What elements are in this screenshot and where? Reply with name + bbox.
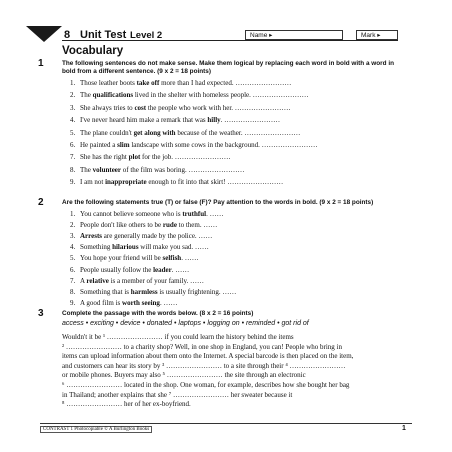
passage-line: ² …………………… to a charity shop? Well, in one shop in England, you can! People who bring in [62, 342, 343, 351]
item-n: 6. [70, 265, 76, 274]
item-post: to them. …… [176, 221, 218, 230]
passage-line: ⁸ …………………… her of her ex-boyfriend. [62, 400, 191, 409]
item-post: of the film was boring. …………………… [121, 165, 245, 174]
item-bold: worth seeing [122, 298, 160, 307]
item-pre: I am not [80, 178, 106, 187]
item-bold: get along with [133, 128, 176, 137]
item-pre: You cannot believe someone who is [80, 210, 183, 218]
exercise-item [70, 243, 400, 252]
exercise-item [70, 116, 400, 125]
item-post: will make you sad. …… [138, 243, 209, 252]
exercise-item [70, 91, 400, 100]
item-bold: truthful [182, 210, 207, 218]
item-pre: You hope your friend will be [80, 254, 163, 263]
passage-line: in Thailand; another explains that she ⁷ …………………… her sweater because it [62, 390, 293, 399]
item-bold: qualifications [92, 91, 134, 100]
item-bold: Arrests [80, 232, 103, 241]
item-n: 8. [70, 287, 76, 296]
passage-line: and customers can hear its story by ³ …………………… to a site through their ⁴ …………………… [62, 361, 346, 370]
item-n: 7. [70, 153, 76, 162]
item-pre: People usually follow the [80, 265, 154, 274]
exercise-item [70, 288, 400, 297]
item-n: 1. [70, 79, 76, 87]
item-n: 6. [70, 141, 76, 149]
exercise-item [70, 166, 400, 175]
footer-rule [40, 423, 412, 424]
item-pre: People don't like others to be [80, 221, 163, 230]
item-bold: hilarious [112, 243, 139, 252]
item-post: landscape with some cows in the background. …………………… [129, 141, 318, 149]
passage-line: ⁶ …………………… located in the shop. One woman, for example, describes how she bought her bag [62, 381, 350, 389]
exercise-item [70, 178, 400, 187]
exercise-item [70, 254, 400, 263]
exercise-item [70, 266, 400, 275]
item-post: for the job. …………………… [140, 153, 231, 162]
item-bold: take off [136, 79, 160, 87]
item-pre: Something that is [80, 287, 131, 296]
page-number: 1 [402, 425, 406, 432]
unit-title: Unit Test [80, 29, 127, 41]
item-bold: hilly [207, 116, 221, 125]
exercise-item [70, 104, 400, 113]
item-bold: rude [162, 221, 177, 230]
item-post: lived in the shelter with homeless people. …………………… [133, 91, 309, 100]
item-post: is usually frightening. …… [157, 287, 237, 296]
item-n: 5. [70, 254, 76, 263]
item-n: 2. [70, 221, 76, 230]
item-pre: A [80, 276, 87, 285]
item-post: . …… [206, 210, 224, 218]
passage-line: items can upload information about them onto the Internet. A special barcode is then placed on the item, [62, 352, 354, 361]
exercise-item [70, 141, 400, 150]
item-bold: selfish [162, 254, 182, 263]
name-field[interactable]: Name ▸ [245, 30, 343, 40]
item-pre: He painted a [80, 141, 118, 149]
item-pre: Those leather boots [80, 79, 137, 87]
exercise-3-instruction: Complete the passage with the words below. (8 x 2 = 16 points) [62, 310, 254, 317]
unit-number: 8 [64, 29, 71, 41]
item-pre: She always tries to [80, 103, 135, 112]
passage-line: Wouldn't it be ¹ …………………… if you could learn the history behind the items [62, 333, 294, 341]
unit-level: Level 2 [130, 30, 163, 41]
exercise-item [70, 299, 400, 308]
exercise-2-instruction: Are the following statements true (T) or false (F)? Pay attention to the words in bold. (9 x 2 = 18 points) [62, 199, 374, 206]
exercise-3-number: 3 [38, 308, 44, 319]
item-n: 4. [70, 116, 76, 125]
item-n: 8. [70, 165, 76, 174]
item-pre: The plane couldn't [80, 128, 134, 137]
item-post: are generally made by the police. …… [102, 232, 213, 241]
section-title: Vocabulary [62, 45, 124, 57]
mark-field[interactable]: Mark ▸ [356, 30, 398, 40]
item-bold: slim [117, 141, 130, 149]
item-pre: The [80, 91, 93, 100]
item-pre: A good film is [80, 298, 123, 307]
item-n: 9. [70, 178, 76, 187]
word-bank: access • exciting • device • donated • laptops • logging on • reminded • got rid of [62, 320, 309, 327]
item-bold: inappropriate [105, 178, 147, 187]
item-n: 3. [70, 103, 76, 112]
item-bold: relative [86, 276, 109, 285]
copyright-notice: CONTRAST 1 Photocopiable © A Burlington Books [40, 426, 152, 433]
item-post: more than I had expected. …………………… [159, 79, 292, 87]
item-post: . …… [159, 298, 178, 307]
item-bold: leader [153, 265, 172, 274]
exercise-2-number: 2 [38, 197, 44, 208]
exercise-item [70, 221, 400, 230]
item-post: the people who work with her. …………………… [146, 103, 291, 112]
item-n: 7. [70, 276, 76, 285]
item-pre: I've never heard him make a remark that was [80, 116, 208, 125]
item-n: 1. [70, 210, 76, 218]
exercise-item [70, 210, 400, 219]
exercise-item [70, 153, 400, 162]
item-post: because of the weather. …………………… [175, 128, 301, 137]
item-n: 3. [70, 232, 76, 241]
item-post: is a member of your family. …… [108, 276, 205, 285]
item-n: 4. [70, 243, 76, 252]
exercise-1-number: 1 [38, 58, 44, 69]
item-bold: cost [134, 103, 147, 112]
exercise-item [70, 232, 400, 241]
exercise-item [70, 79, 400, 88]
passage-line: or mobile phones. Buyers may also ⁵ …………………… the site through an electronic [62, 371, 306, 380]
item-pre: She has the right [80, 153, 129, 162]
item-bold: plot [128, 153, 141, 162]
exercise-item [70, 129, 400, 138]
item-pre: Something [80, 243, 113, 252]
item-post: . …… [181, 254, 199, 263]
item-bold: harmless [130, 287, 158, 296]
exercise-item [70, 277, 400, 286]
item-n: 9. [70, 298, 76, 307]
item-n: 5. [70, 128, 76, 137]
item-n: 2. [70, 91, 76, 100]
item-post: . …… [171, 265, 190, 274]
exercise-1-instruction: The following sentences do not make sense. Make them logical by replacing each word in bold with a word in bold from a different sentence. (9 x 2 = 18 points) [62, 60, 395, 75]
item-bold: volunteer [92, 165, 122, 174]
item-post: enough to fit into that skirt! …………………… [146, 178, 284, 187]
item-post: . …………………… [220, 116, 281, 125]
unit-triangle-icon [26, 26, 62, 42]
item-pre: The [80, 165, 93, 174]
